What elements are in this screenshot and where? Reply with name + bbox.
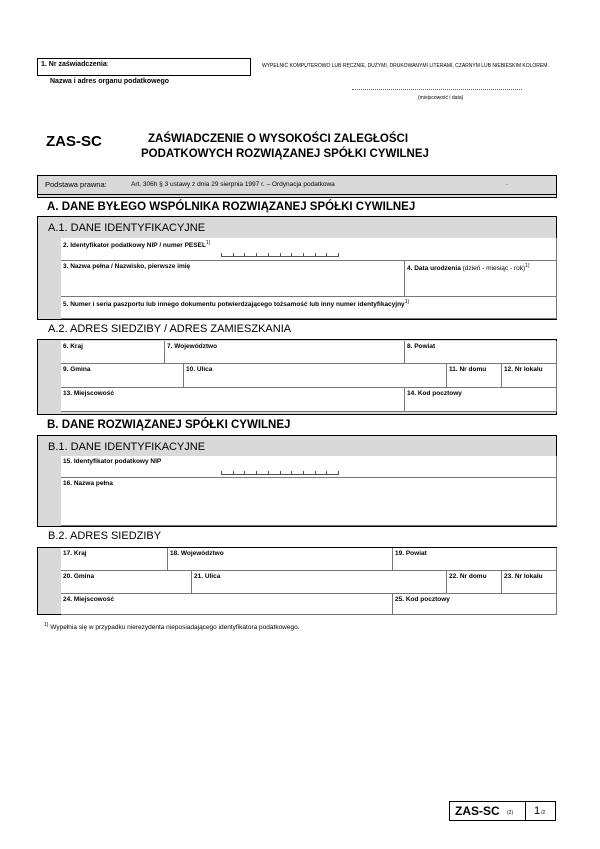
field-19-county[interactable] <box>393 548 557 571</box>
field-6-label: 6. Kraj <box>63 343 83 350</box>
cert-number-box[interactable] <box>37 58 251 76</box>
field-13-label: 13. Miejscowość <box>63 390 114 397</box>
field-20-commune[interactable] <box>61 571 192 594</box>
field-20-label: 20. Gmina <box>63 573 95 580</box>
field-17-label: 17. Kraj <box>63 550 87 557</box>
field-5-document-number[interactable] <box>61 297 557 319</box>
legal-basis-row <box>37 175 557 195</box>
digit-tick <box>244 253 245 256</box>
digit-tick <box>315 253 316 256</box>
digit-tick <box>303 253 304 256</box>
footer-page-box <box>526 801 556 821</box>
form-title-line2: PODATKOWYCH ROZWIĄZANEJ SPÓŁKI CYWILNEJ <box>141 148 429 160</box>
field-21-label: 21. Ulica <box>194 573 221 580</box>
field-10-label: 10. Ulica <box>186 366 213 373</box>
field-2-nip-pesel[interactable] <box>61 238 557 261</box>
organ-label: Nazwa i adres organu podatkowego <box>50 78 170 85</box>
digit-tick <box>315 471 316 474</box>
digit-tick <box>233 471 234 474</box>
legal-basis-text: Art. 306h § 3 ustawy z dnia 29 sierpnia 1997 r. – Ordynacja podatkowa <box>131 181 335 188</box>
footer-code: ZAS-SC <box>455 804 500 818</box>
field-19-label: 19. Powiat <box>395 550 427 557</box>
section-b-title: B. DANE ROZWIĄZANEJ SPÓŁKI CYWILNEJ <box>47 419 291 431</box>
legal-basis-dot: . <box>506 180 508 187</box>
field-4-birth-date[interactable] <box>405 261 557 297</box>
footer-page: 1 <box>534 805 541 817</box>
section-a1-title: A.1. DANE IDENTYFIKACYJNE <box>48 222 206 234</box>
section-a-header <box>37 197 557 217</box>
digit-tick <box>280 471 281 474</box>
digit-tick <box>338 471 339 474</box>
digit-tick <box>291 471 292 474</box>
form-code: ZAS-SC <box>46 133 102 150</box>
field-7-voivodeship[interactable] <box>165 341 405 364</box>
fill-instruction: WYPEŁNIĆ KOMPUTEROWO LUB RĘCZNIE, DUŻYMI, DRUKOWANYMI LITERAMI, CZARNYM LUB NIEBIESKIM KOLOREM. <box>262 63 549 69</box>
nip-digit-boxes[interactable] <box>221 251 339 257</box>
field-12-label: 12. Nr lokalu <box>504 366 543 373</box>
field-16-label: 16. Nazwa pełna <box>63 480 113 487</box>
digit-tick <box>326 471 327 474</box>
field-18-voivodeship[interactable] <box>168 548 393 571</box>
field-8-label: 8. Powiat <box>407 343 436 350</box>
digit-tick <box>256 471 257 474</box>
field-25-postal-code[interactable] <box>393 594 557 615</box>
field-2-label: 2. Identyfikator podatkowy NIP / numer PESEL$^{1)}$ <box>63 240 211 250</box>
cert-number-label: 1. Nr zaświadczenia: <box>41 61 109 68</box>
field-17-country[interactable] <box>61 548 168 571</box>
digit-tick <box>291 253 292 256</box>
field-24-label: 24. Miejscowość <box>63 596 114 603</box>
field-5-label: 5. Numer i seria paszportu lub innego dokumentu potwierdzającego tożsamość lub inny numer identyfikacyjny$^{1)}$ <box>63 299 410 309</box>
field-15-label: 15. Identyfikator podatkowy NIP <box>63 458 162 465</box>
footnote <box>44 622 300 631</box>
field-9-label: 9. Gmina <box>63 366 91 373</box>
field-23-apartment-number[interactable] <box>502 571 557 594</box>
field-13-city[interactable] <box>61 388 405 412</box>
field-12-apartment-number[interactable] <box>502 364 557 388</box>
digit-tick <box>326 253 327 256</box>
footnote-text: Wypełnia się w przypadku nierezydenta nieposiadającego identyfikatora podatkowego. <box>50 624 300 632</box>
section-b2-title: B.2. ADRES SIEDZIBY <box>48 530 162 542</box>
place-date-label: (miejscowość i data) <box>418 95 464 101</box>
field-9-commune[interactable] <box>61 364 184 388</box>
field-22-house-number[interactable] <box>447 571 502 594</box>
digit-tick <box>303 471 304 474</box>
section-b1-title: B.1. DANE IDENTYFIKACYJNE <box>48 441 206 453</box>
footer-total: /2 <box>541 810 546 816</box>
field-25-label: 25. Kod pocztowy <box>395 596 450 603</box>
footer-code-box <box>449 801 526 821</box>
digit-tick <box>268 253 269 256</box>
field-3-label: 3. Nazwa pełna / Nazwisko, pierwsze imię <box>63 263 191 270</box>
field-22-label: 22. Nr domu <box>449 573 487 580</box>
field-23-label: 23. Nr lokalu <box>504 573 543 580</box>
field-18-label: 18. Województwo <box>170 550 224 557</box>
field-15-nip[interactable] <box>61 456 557 478</box>
nip-digit-boxes-b[interactable] <box>221 469 339 475</box>
legal-basis-label: Podstawa prawna: <box>45 180 107 189</box>
section-a2-title: A.2. ADRES SIEDZIBY / ADRES ZAMIESZKANIA <box>48 323 292 335</box>
digit-tick <box>244 471 245 474</box>
field-11-label: 11. Nr domu <box>449 366 487 373</box>
field-8-county[interactable] <box>405 341 557 364</box>
digit-tick <box>338 253 339 256</box>
field-4-label: 4. Data urodzenia (dzień - miesiąc - rok)$^{1)}$ <box>407 263 530 273</box>
field-7-label: 7. Województwo <box>167 343 218 350</box>
form-title-line1: ZAŚWIADCZENIE O WYSOKOŚCI ZALEGŁOŚCI <box>148 133 409 145</box>
field-6-country[interactable] <box>61 341 165 364</box>
place-date-dots[interactable] <box>352 89 522 90</box>
digit-tick <box>221 253 222 256</box>
digit-tick <box>268 471 269 474</box>
digit-tick <box>221 471 222 474</box>
field-21-street[interactable] <box>192 571 447 594</box>
footnote-marker: 1) <box>44 622 49 628</box>
field-11-house-number[interactable] <box>447 364 502 388</box>
field-16-full-name[interactable] <box>61 478 557 526</box>
field-24-city[interactable] <box>61 594 393 615</box>
digit-tick <box>256 253 257 256</box>
digit-tick <box>233 253 234 256</box>
section-b-header <box>37 414 557 436</box>
digit-tick <box>280 253 281 256</box>
field-14-label: 14. Kod pocztowy <box>407 390 462 397</box>
section-a-title: A. DANE BYŁEGO WSPÓLNIKA ROZWIĄZANEJ SPÓŁKI CYWILNEJ <box>47 201 416 213</box>
field-10-street[interactable] <box>184 364 447 388</box>
footer-version: (2) <box>507 810 514 816</box>
field-14-postal-code[interactable] <box>405 388 557 412</box>
field-3-full-name[interactable] <box>61 261 405 297</box>
